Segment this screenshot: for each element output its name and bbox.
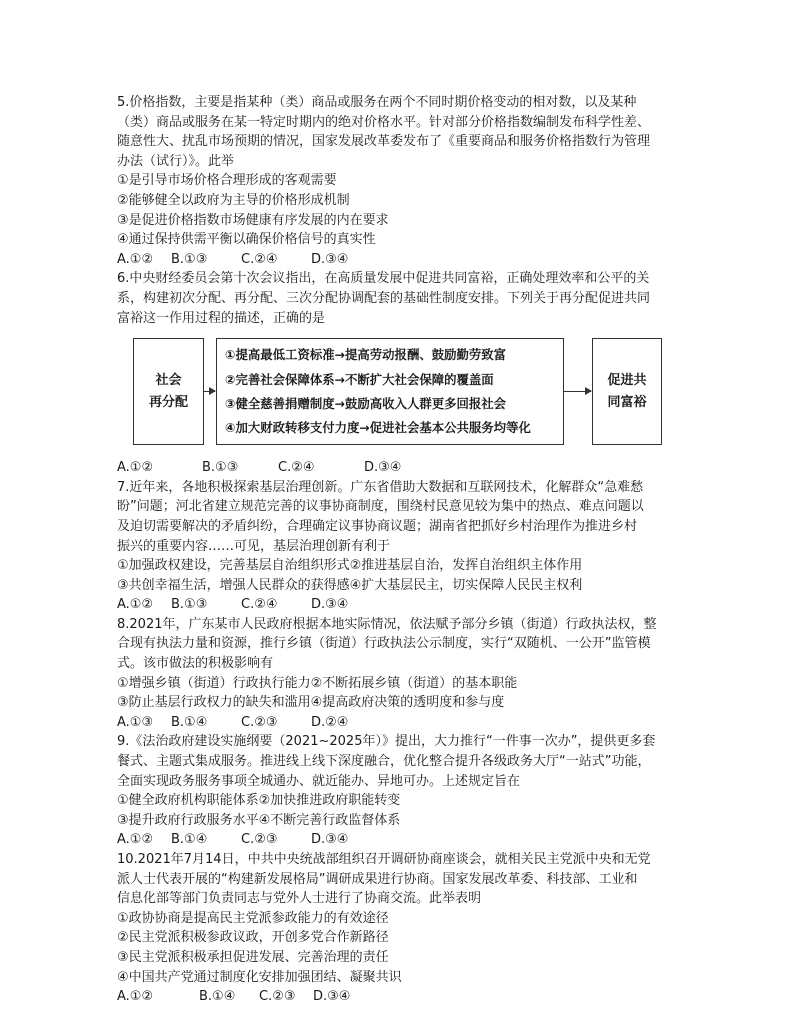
answer-options (117, 713, 682, 733)
question-8 (117, 615, 682, 733)
question-stem-line: 9.《法治政府建设实施纲要（2021~2025年）》提出，大力推行“一件事一次办”，提供更多套 (117, 734, 656, 750)
question-stem-line: 餐式、主题式集成服务。推进线上线下深度融合，优化整合提升各级政务大厅“一站式”功能， (117, 754, 651, 770)
question-stem-line: 10.2021年7月14日，中共中央统战部组织召开调研协商座谈会，就相关民主党派中央和无党 (117, 852, 651, 867)
question-stem-line: 富裕这一作用过程的描述，正确的是 (117, 310, 326, 326)
option-b[interactable]: B.①③ (171, 251, 208, 267)
arrow-right-icon (564, 391, 591, 392)
diagram-result-box (592, 338, 662, 445)
option-d[interactable]: D.②④ (311, 714, 349, 730)
diagram-measure: ②完善社会保障体系→不断扩大社会保障的覆盖面 (225, 371, 494, 387)
option-b[interactable]: B.①④ (171, 714, 208, 730)
answer-options (117, 830, 682, 850)
answer-options (117, 458, 682, 478)
option-d[interactable]: D.③④ (311, 597, 349, 613)
question-stem-line: 式。该市做法的积极影响有 (117, 656, 274, 672)
question-stem-line: 派人士代表开展的“构建新发展格局”调研成果进行协商。国家发展改革委、科技部、工业和 (117, 871, 638, 887)
question-stem-line: 随意性大、扰乱市场预期的情况，国家发展改革委发布了《重要商品和服务价格指数行为管理 (117, 134, 651, 150)
option-a[interactable]: A.①② (117, 251, 154, 267)
option-a[interactable]: A.①② (117, 832, 154, 848)
diagram-source-line: 再分配 (148, 394, 188, 410)
question-stem-line: 8.2021年，广东某市人民政府根据本地实际情况，依法赋予部分乡镇（街道）行政执法权，整 (117, 616, 657, 632)
option-a[interactable]: A.①③ (117, 714, 154, 730)
diagram-source-box (133, 338, 204, 445)
arrow-right-icon (204, 391, 215, 392)
diagram-result-line: 促进共 (607, 372, 647, 388)
statement-item: ①增强乡镇（街道）行政执行能力②不断拓展乡镇（街道）的基本职能 (117, 675, 518, 691)
question-stem-line: 盼”问题；河北省建立规范完善的议事协商制度，围绕村民意见较为集中的热点、难点问题以 (117, 499, 644, 515)
question-stem-line: 全面实现政务服务事项全城通办、就近能办、异地可办。上述规定旨在 (117, 773, 521, 789)
diagram-measures-box (216, 338, 564, 445)
diagram-result-line: 同富裕 (607, 394, 647, 410)
option-a[interactable]: A.①② (117, 989, 154, 1005)
question-stem-line: 及迫切需要解决的矛盾纠纷，合理确定议事协商议题；湖南省把抓好乡村治理作为推进乡村 (117, 518, 638, 534)
question-stem-line: 7.近年来，各地积极探索基层治理创新。广东省借助大数据和互联网技术，化解群众“急难愁 (117, 479, 644, 495)
option-d[interactable]: D.③④ (311, 832, 349, 848)
redistribution-diagram (117, 334, 682, 454)
statement-item: ②能够健全以政府为主导的价格形成机制 (117, 192, 350, 208)
question-6 (117, 269, 682, 477)
question-stem-line: 6.中央财经委员会第十次会议指出，在高质量发展中促进共同富裕，正确处理效率和公平的关 (117, 271, 650, 287)
diagram-measure: ④加大财政转移支付力度→促进社会基本公共服务均等化 (225, 420, 531, 435)
diagram-measure: ①提高最低工资标准→提高劳动报酬、鼓励勤劳致富 (225, 347, 507, 363)
option-c[interactable]: C.②③ (241, 714, 278, 730)
question-stem-line: （类）商品或服务在某一特定时期内的绝对价格水平。针对部分价格指数编制发布科学性差、 (117, 114, 651, 130)
option-c[interactable]: C.②④ (241, 597, 278, 613)
question-10 (117, 850, 682, 1007)
question-stem-line: 合现有执法力量和资源，推行乡镇（街道）行政执法公示制度，实行“双随机、一公开”监管模 (117, 636, 651, 652)
option-c[interactable]: C.②③ (241, 832, 278, 848)
question-stem-line: 振兴的重要内容……可见，基层治理创新有利于 (117, 538, 391, 554)
option-b[interactable]: B.①④ (199, 989, 236, 1005)
statement-item: ③民主党派积极承担促进发展、完善治理的责任 (117, 949, 389, 965)
question-9 (117, 732, 682, 850)
answer-options (117, 595, 682, 615)
exam-page (117, 93, 682, 1007)
statement-item: ③防止基层行政权力的缺失和滥用④提高政府决策的透明度和参与度 (117, 695, 505, 711)
diagram-measure: ③健全慈善捐赠制度→鼓励高收入人群更多回报社会 (225, 395, 507, 411)
option-d[interactable]: D.③④ (364, 460, 402, 476)
option-b[interactable]: B.①③ (171, 597, 208, 613)
statement-item: ①健全政府机构职能体系②加快推进政府职能转变 (117, 793, 401, 809)
diagram-source-line: 社会 (155, 372, 182, 388)
option-d[interactable]: D.③④ (311, 251, 349, 267)
question-stem-line: 信息化部等部门负责同志与党外人士进行了协商交流。此举表明 (117, 891, 482, 907)
option-b[interactable]: B.①③ (202, 460, 239, 476)
statement-item: ③共创幸福生活，增强人民群众的获得感④扩大基层民主，切实保障人民民主权利 (117, 577, 583, 593)
statement-item: ③提升政府行政服务水平④不断完善行政监督体系 (117, 812, 401, 828)
option-c[interactable]: C.②④ (278, 460, 315, 476)
option-a[interactable]: A.①② (117, 597, 154, 613)
question-stem-line: 5.价格指数，主要是指某种（类）商品或服务在两个不同时期价格变动的相对数，以及某种 (117, 95, 637, 110)
option-b[interactable]: B.①④ (171, 832, 208, 848)
question-7 (117, 478, 682, 615)
statement-item: ①是引导市场价格合理形成的客观需要 (117, 173, 337, 189)
statement-item: ④中国共产党通过制度化安排加强团结、凝聚共识 (117, 969, 402, 985)
answer-options (117, 250, 682, 270)
statement-item: ②民主党派积极参政议政，开创多党合作新路径 (117, 930, 389, 946)
question-stem-line: 办法（试行）》。此举 (117, 153, 235, 169)
question-stem-line: 系，构建初次分配、再分配、三次分配协调配套的基础性制度安排。下列关于再分配促进共同 (117, 290, 651, 306)
statement-item: ④通过保持供需平衡以确保价格信号的真实性 (117, 232, 376, 248)
statement-item: ①政协协商是提高民主党派参政能力的有效途径 (117, 910, 389, 926)
statement-item: ③是促进价格指数市场健康有序发展的内在要求 (117, 212, 389, 228)
statement-item: ①加强政权建设，完善基层自治组织形式②推进基层自治，发挥自治组织主体作用 (117, 558, 583, 574)
question-5 (117, 93, 682, 269)
option-a[interactable]: A.①② (117, 460, 154, 476)
option-d[interactable]: D.③④ (313, 989, 351, 1005)
option-c[interactable]: C.②④ (241, 251, 278, 267)
answer-options (117, 987, 682, 1007)
option-c[interactable]: C.②③ (259, 989, 296, 1005)
